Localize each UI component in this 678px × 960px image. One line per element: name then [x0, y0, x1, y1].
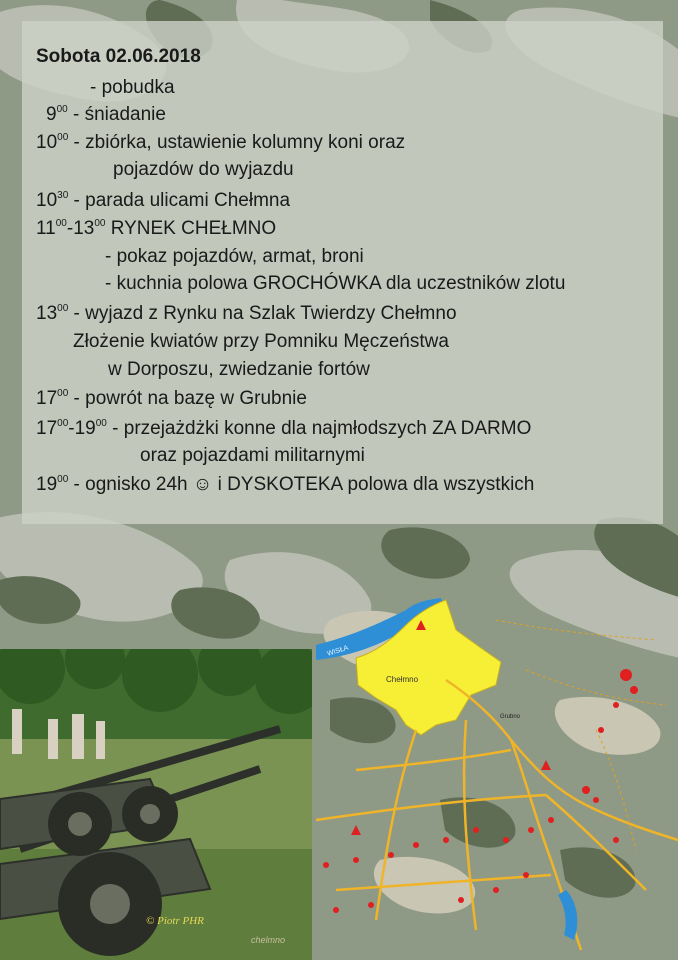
- route-map: [296, 590, 678, 960]
- schedule-item: Złożenie kwiatów przy Pomniku Męczeństwa: [73, 331, 449, 352]
- schedule-item: pojazdów do wyjazdu: [113, 159, 294, 180]
- schedule-title: Sobota 02.06.2018: [36, 46, 201, 67]
- schedule-item: $13^{00}$ - wyjazd z Rynku na Szlak Twierdzy Chełmno: [36, 303, 457, 324]
- schedule-item: $9^{00}$ - śniadanie: [46, 104, 166, 125]
- photo-credit: © Piotr PHR: [146, 915, 204, 927]
- schedule-item: $17^{00}-19^{00}$ - przejażdżki konne dla najmłodszych ZA DARMO: [36, 418, 532, 439]
- grubno-label: Grubno: [500, 714, 521, 720]
- schedule-item: oraz pojazdami militarnymi: [140, 445, 365, 466]
- river-label: WISŁA: [326, 644, 350, 658]
- town-area: [356, 600, 501, 735]
- schedule-item: - pobudka: [90, 77, 175, 98]
- schedule-item: $17^{00}$ - powrót na bazę w Grubnie: [36, 388, 307, 409]
- schedule-item: $10^{00}$ - zbiórka, ustawienie kolumny koni oraz: [36, 132, 406, 153]
- schedule-item: $11^{00}-13^{00}$ RYNEK CHEŁMNO: [36, 218, 277, 239]
- schedule-item: w Dorposzu, zwiedzanie fortów: [108, 359, 370, 380]
- schedule-item: - pokaz pojazdów, armat, broni: [105, 246, 364, 267]
- schedule-item: - kuchnia polowa GROCHÓWKA dla uczestników zlotu: [105, 273, 566, 294]
- cannon-photo: [0, 649, 312, 960]
- schedule-item: $19^{00}$ - ognisko 24h ☺ i DYSKOTEKA polowa dla wszystkich: [36, 474, 535, 495]
- schedule-item: $10^{30}$ - parada ulicami Chełmna: [36, 190, 291, 211]
- town-label: Chełmno: [386, 675, 419, 684]
- photo-credit-site: chelmno: [251, 935, 286, 945]
